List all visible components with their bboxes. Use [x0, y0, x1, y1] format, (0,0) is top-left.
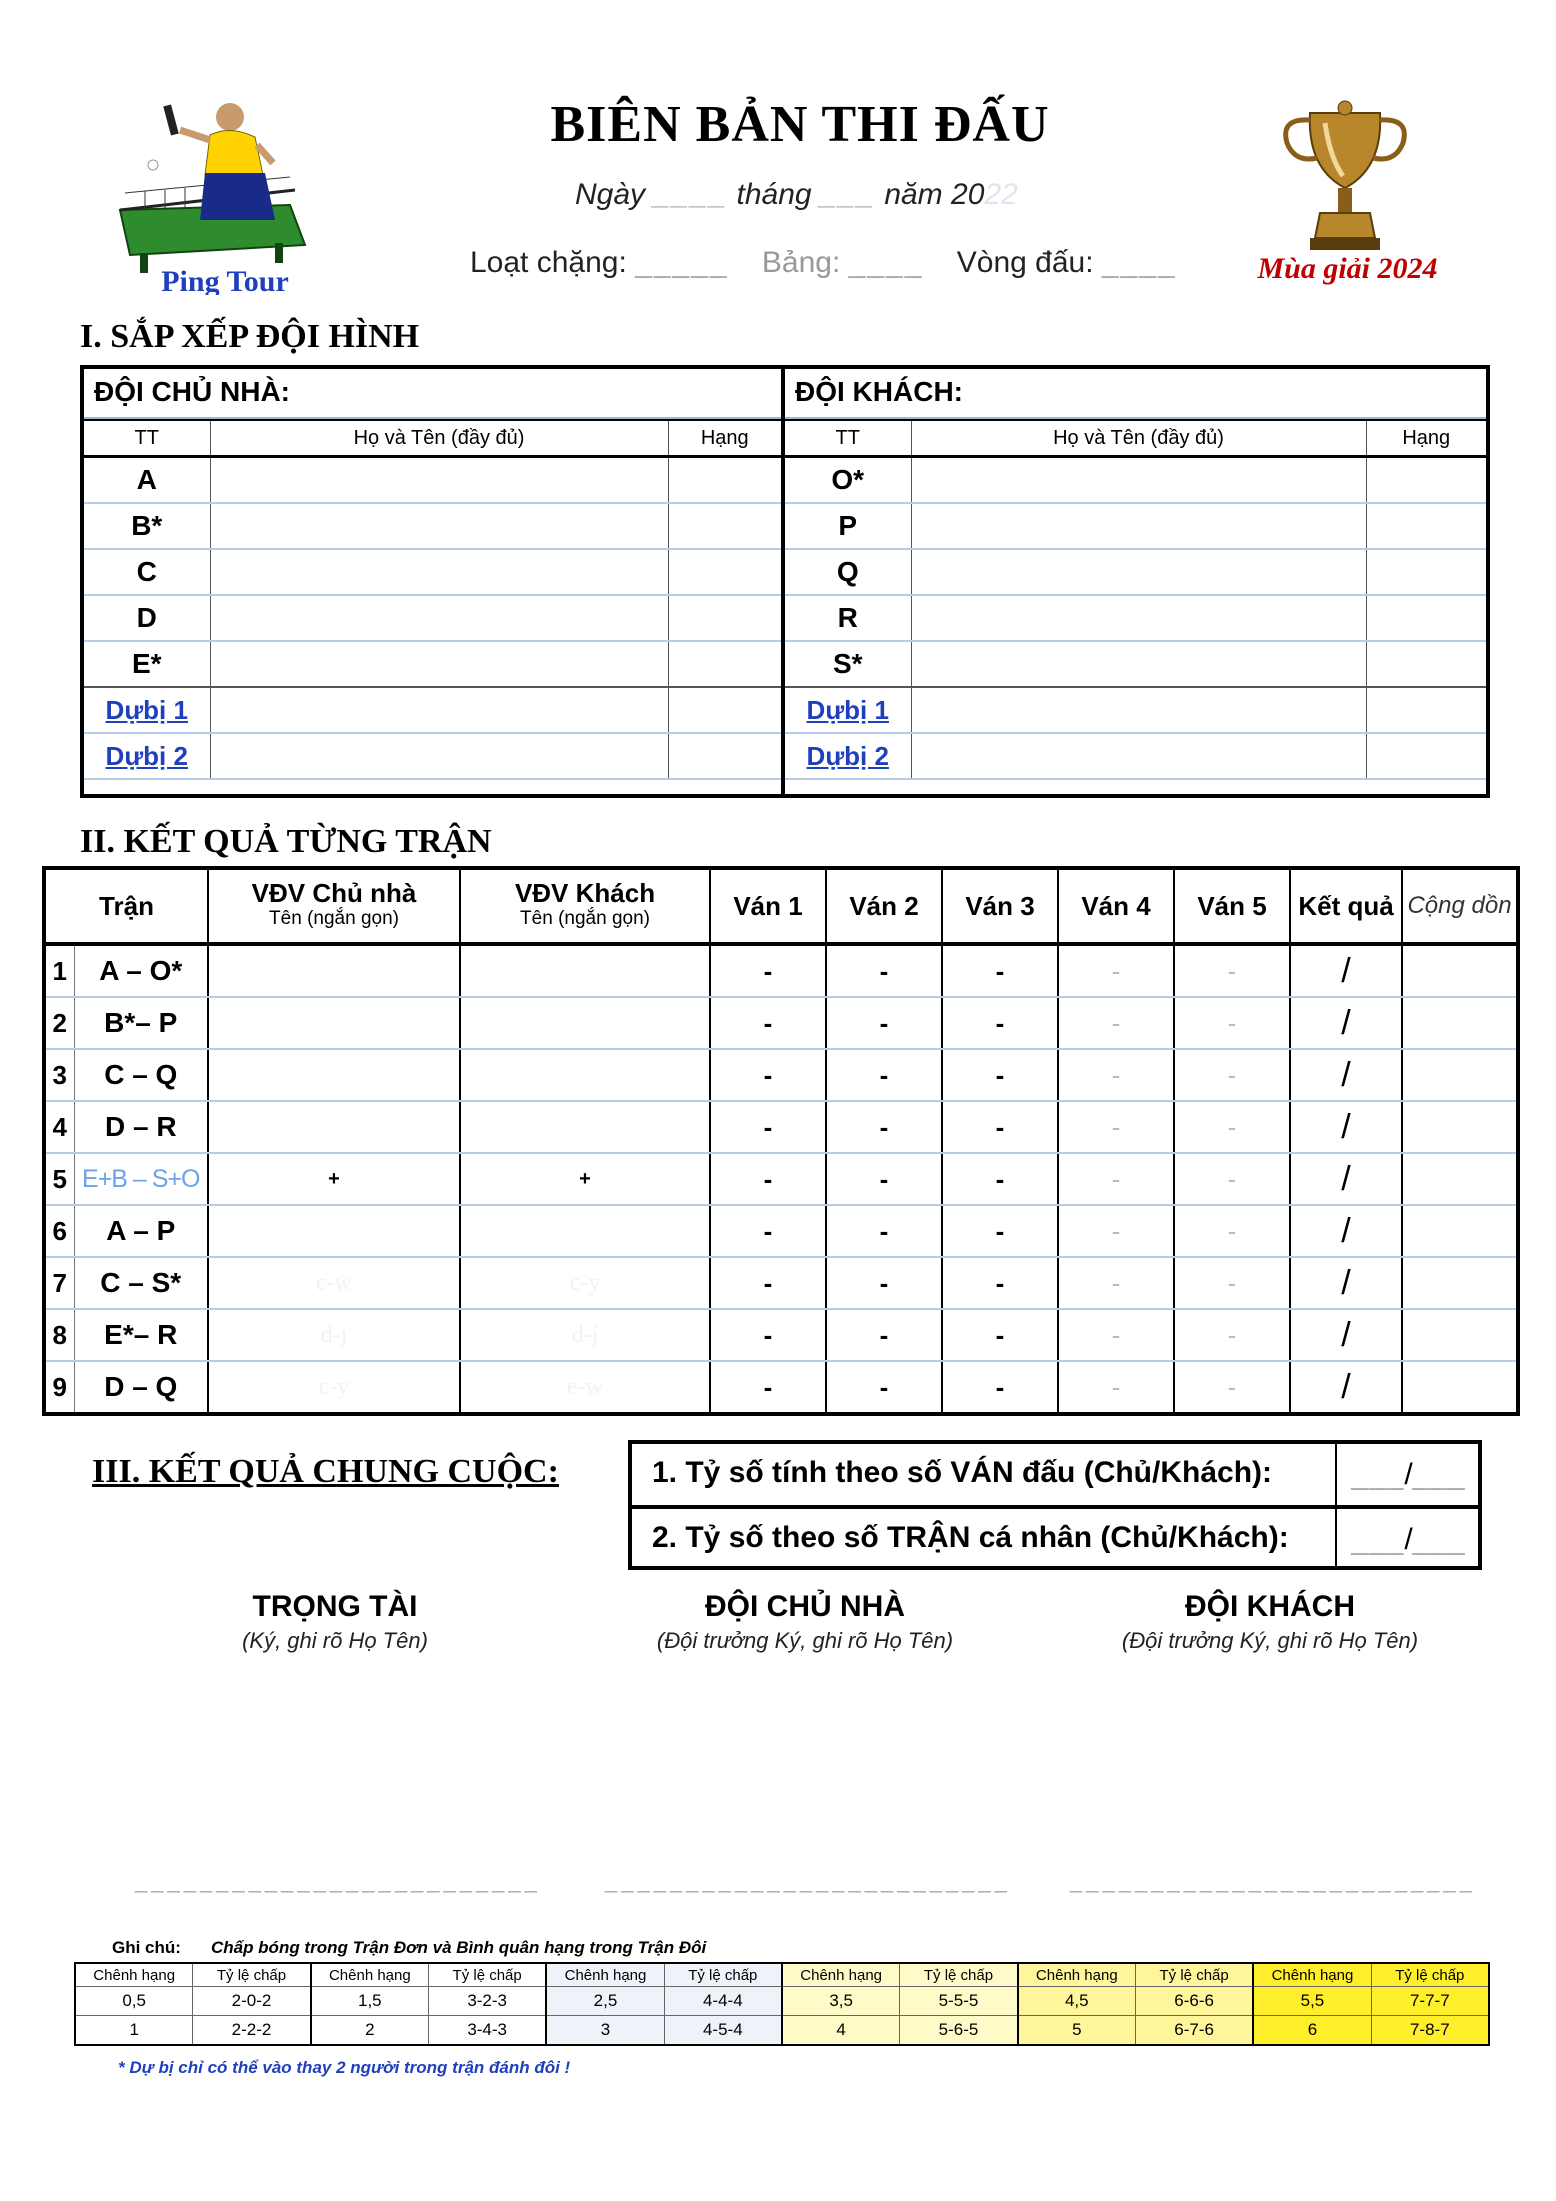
- game-score-4[interactable]: -: [1058, 1257, 1174, 1309]
- game-score-4[interactable]: -: [1058, 1153, 1174, 1205]
- home-sub-name-cell[interactable]: [210, 733, 668, 779]
- handicap-cell: 7-7-7: [1371, 1987, 1489, 2016]
- match-pairing: D – R: [74, 1101, 208, 1153]
- cumulative-score[interactable]: [1402, 1309, 1516, 1361]
- away-sub-rank-cell[interactable]: [1366, 733, 1486, 779]
- game-score-1[interactable]: -: [710, 1309, 826, 1361]
- game-score-3[interactable]: -: [942, 1153, 1058, 1205]
- game-score-3[interactable]: -: [942, 1101, 1058, 1153]
- col-away-player: VĐV Khách Tên (ngắn gọn): [460, 870, 710, 944]
- match-result[interactable]: /: [1290, 1049, 1402, 1101]
- match-row: [46, 1153, 1516, 1205]
- game-score-4[interactable]: -: [1058, 944, 1174, 997]
- col-tran: Trận: [46, 870, 208, 944]
- handicap-header: Tỷ lệ chấp: [193, 1963, 311, 1987]
- match-number: 2: [46, 997, 74, 1049]
- col-name: Họ và Tên (đầy đủ): [210, 420, 668, 457]
- home-player-short-name[interactable]: [208, 944, 460, 997]
- home-player-tt: B*: [84, 503, 210, 549]
- match-row: [46, 1205, 1516, 1257]
- handicap-cell: 5-6-5: [900, 2016, 1018, 2046]
- col-name: Họ và Tên (đầy đủ): [911, 420, 1366, 457]
- handicap-cell: 0,5: [75, 1987, 193, 2016]
- away-sub-name-cell[interactable]: [911, 687, 1366, 733]
- signature-home: ĐỘI CHỦ NHÀ (Đội trưởng Ký, ghi rõ Họ Tên): [656, 1590, 954, 1653]
- trophy-icon: [1275, 98, 1415, 253]
- away-player-short-name[interactable]: +: [460, 1153, 710, 1205]
- match-pairing: C – Q: [74, 1049, 208, 1101]
- away-player-short-name[interactable]: c-y: [460, 1257, 710, 1309]
- handicap-cell: 5,5: [1253, 1987, 1371, 2016]
- game-score-2[interactable]: -: [826, 1101, 942, 1153]
- page-title: BIÊN BẢN THI ĐẤU: [550, 96, 1050, 153]
- game-score-1[interactable]: -: [710, 1361, 826, 1412]
- home-player-short-name[interactable]: d-j: [208, 1309, 460, 1361]
- away-player-name-cell[interactable]: [911, 641, 1366, 687]
- away-player-tt: S*: [785, 641, 911, 687]
- away-player-rank-cell[interactable]: [1366, 457, 1486, 504]
- home-player-short-name[interactable]: [208, 1101, 460, 1153]
- section-2-title: II. KẾT QUẢ TỪNG TRẬN: [80, 823, 492, 860]
- ping-tour-logo: [105, 95, 345, 295]
- handicap-header: Tỷ lệ chấp: [900, 1963, 1018, 1987]
- final-score-box: [628, 1440, 1482, 1570]
- game-score-2[interactable]: -: [826, 944, 942, 997]
- game-score-2[interactable]: -: [826, 1309, 942, 1361]
- game-score-3[interactable]: -: [942, 944, 1058, 997]
- handicap-cell: 6-6-6: [1135, 1987, 1253, 2016]
- game-score-5[interactable]: -: [1174, 944, 1290, 997]
- handicap-cell: 3-4-3: [429, 2016, 547, 2046]
- match-number: 4: [46, 1101, 74, 1153]
- game-score-4[interactable]: -: [1058, 1361, 1174, 1412]
- col-van-2: Ván 2: [826, 870, 942, 944]
- game-score-3[interactable]: -: [942, 997, 1058, 1049]
- away-player-name-cell[interactable]: [911, 595, 1366, 641]
- home-player-rank-cell[interactable]: [668, 595, 781, 641]
- away-sub-tt: Dựbị 1: [785, 687, 911, 733]
- col-rank: Hạng: [668, 420, 781, 457]
- final-row-matches: [632, 1509, 1478, 1570]
- home-player-name-cell[interactable]: [210, 549, 668, 595]
- col-tt: TT: [84, 420, 210, 457]
- home-player-tt: D: [84, 595, 210, 641]
- away-player-tt: O*: [785, 457, 911, 504]
- col-van-4: Ván 4: [1058, 870, 1174, 944]
- lineup-divider: [781, 365, 785, 798]
- game-score-5[interactable]: -: [1174, 1205, 1290, 1257]
- match-result[interactable]: /: [1290, 1309, 1402, 1361]
- handicap-cell: 2,5: [546, 1987, 664, 2016]
- cumulative-score[interactable]: [1402, 1257, 1516, 1309]
- away-player-short-name[interactable]: [460, 997, 710, 1049]
- handicap-header: Tỷ lệ chấp: [664, 1963, 782, 1987]
- away-player-rank-cell[interactable]: [1366, 503, 1486, 549]
- col-home-player: VĐV Chủ nhà Tên (ngắn gọn): [208, 870, 460, 944]
- match-row: [46, 944, 1516, 997]
- handicap-header: Tỷ lệ chấp: [429, 1963, 547, 1987]
- home-player-short-name[interactable]: c-w: [208, 1257, 460, 1309]
- signature-away: ĐỘI KHÁCH (Đội trưởng Ký, ghi rõ Họ Tên): [1121, 1590, 1419, 1653]
- home-player-name-cell[interactable]: [210, 503, 668, 549]
- home-sub-tt: Dựbị 2: [84, 733, 210, 779]
- game-score-2[interactable]: -: [826, 997, 942, 1049]
- match-number: 9: [46, 1361, 74, 1412]
- cumulative-score[interactable]: [1402, 1361, 1516, 1412]
- away-player-name-cell[interactable]: [911, 503, 1366, 549]
- away-player-rank-cell[interactable]: [1366, 549, 1486, 595]
- away-player-tt: R: [785, 595, 911, 641]
- handicap-note: Ghi chú: Chấp bóng trong Trận Đơn và Bình quân hạng trong Trận Đôi: [112, 1938, 707, 1957]
- game-score-2[interactable]: -: [826, 1361, 942, 1412]
- away-player-tt: P: [785, 503, 911, 549]
- match-row: [46, 1257, 1516, 1309]
- lineup-table: [80, 365, 1490, 798]
- handicap-table: [74, 1962, 1490, 2046]
- match-result[interactable]: /: [1290, 1361, 1402, 1412]
- cumulative-score[interactable]: [1402, 1153, 1516, 1205]
- col-tt: TT: [785, 420, 911, 457]
- footnote: * Dự bị chỉ có thể vào thay 2 người trong trận đánh đôi !: [118, 2058, 571, 2077]
- game-score-1[interactable]: -: [710, 1205, 826, 1257]
- home-sub-rank-cell[interactable]: [668, 733, 781, 779]
- handicap-header: Tỷ lệ chấp: [1135, 1963, 1253, 1987]
- away-team-half: [785, 369, 1486, 780]
- home-player-name-cell[interactable]: [210, 595, 668, 641]
- away-player-rank-cell[interactable]: [1366, 641, 1486, 687]
- game-score-5[interactable]: -: [1174, 1153, 1290, 1205]
- away-player-name-cell[interactable]: [911, 549, 1366, 595]
- final-games-label: 1. Tỷ số tính theo số VÁN đấu (Chủ/Khách):: [652, 1456, 1273, 1489]
- handicap-cell: 2-0-2: [193, 1987, 311, 2016]
- away-player-short-name[interactable]: e-w: [460, 1361, 710, 1412]
- season-label: Mùa giải 2024: [1257, 252, 1438, 285]
- match-pairing: E+B – S+O: [74, 1153, 208, 1205]
- handicap-cell: 3,5: [782, 1987, 900, 2016]
- handicap-header: Chênh hạng: [1018, 1963, 1136, 1987]
- final-games-value[interactable]: ___/___: [1335, 1444, 1480, 1505]
- home-player-rank-cell[interactable]: [668, 549, 781, 595]
- game-score-5[interactable]: -: [1174, 1361, 1290, 1412]
- game-score-3[interactable]: -: [942, 1257, 1058, 1309]
- date-line: Ngày ____ tháng ___ năm 2022: [575, 178, 1018, 211]
- handicap-cell: 2: [311, 2016, 429, 2046]
- home-player-short-name[interactable]: [208, 1049, 460, 1101]
- away-player-short-name[interactable]: [460, 1205, 710, 1257]
- handicap-header: Chênh hạng: [1253, 1963, 1371, 1987]
- game-score-2[interactable]: -: [826, 1257, 942, 1309]
- game-score-4[interactable]: -: [1058, 997, 1174, 1049]
- home-player-tt: C: [84, 549, 210, 595]
- game-score-4[interactable]: -: [1058, 1049, 1174, 1101]
- handicap-cell: 1: [75, 2016, 193, 2046]
- cumulative-score[interactable]: [1402, 1205, 1516, 1257]
- away-player-tt: Q: [785, 549, 911, 595]
- home-player-rank-cell[interactable]: [668, 641, 781, 687]
- sign-line-away[interactable]: _________________________: [1070, 1868, 1476, 1893]
- game-score-2[interactable]: -: [826, 1049, 942, 1101]
- home-player-rank-cell[interactable]: [668, 503, 781, 549]
- away-sub-tt: Dựbị 2: [785, 733, 911, 779]
- col-van-5: Ván 5: [1174, 870, 1290, 944]
- home-player-name-cell[interactable]: [210, 641, 668, 687]
- handicap-header: Chênh hạng: [75, 1963, 193, 1987]
- home-player-name-cell[interactable]: [210, 457, 668, 504]
- game-score-5[interactable]: -: [1174, 1257, 1290, 1309]
- game-score-3[interactable]: -: [942, 1049, 1058, 1101]
- cumulative-score[interactable]: [1402, 1101, 1516, 1153]
- match-number: 7: [46, 1257, 74, 1309]
- handicap-cell: 1,5: [311, 1987, 429, 2016]
- home-player-tt: A: [84, 457, 210, 504]
- away-player-short-name[interactable]: [460, 1101, 710, 1153]
- away-player-name-cell[interactable]: [911, 457, 1366, 504]
- logo-text: Ping Tour: [161, 265, 289, 295]
- game-score-5[interactable]: -: [1174, 1049, 1290, 1101]
- handicap-cell: 5: [1018, 2016, 1136, 2046]
- section-1-title: I. SẮP XẾP ĐỘI HÌNH: [80, 318, 420, 355]
- home-player-short-name[interactable]: [208, 997, 460, 1049]
- away-team-label: ĐỘI KHÁCH:: [785, 369, 1486, 419]
- cumulative-score[interactable]: [1402, 944, 1516, 997]
- handicap-cell: 4-5-4: [664, 2016, 782, 2046]
- match-pairing: A – O*: [74, 944, 208, 997]
- match-result[interactable]: /: [1290, 1153, 1402, 1205]
- match-row: [46, 1309, 1516, 1361]
- cumulative-score[interactable]: [1402, 1049, 1516, 1101]
- match-pairing: E*– R: [74, 1309, 208, 1361]
- game-score-1[interactable]: -: [710, 997, 826, 1049]
- match-number: 8: [46, 1309, 74, 1361]
- home-player-rank-cell[interactable]: [668, 457, 781, 504]
- match-row: [46, 997, 1516, 1049]
- home-player-short-name[interactable]: +: [208, 1153, 460, 1205]
- sign-line-referee[interactable]: _________________________: [135, 1868, 541, 1893]
- match-number: 3: [46, 1049, 74, 1101]
- home-sub-rank-cell[interactable]: [668, 687, 781, 733]
- handicap-cell: 6-7-6: [1135, 2016, 1253, 2046]
- match-number: 1: [46, 944, 74, 997]
- col-cong-don: Cộng dồn: [1402, 870, 1516, 944]
- handicap-cell: 4-4-4: [664, 1987, 782, 2016]
- game-score-1[interactable]: -: [710, 944, 826, 997]
- handicap-header: Tỷ lệ chấp: [1371, 1963, 1489, 1987]
- match-result[interactable]: /: [1290, 997, 1402, 1049]
- handicap-cell: 4,5: [1018, 1987, 1136, 2016]
- game-score-3[interactable]: -: [942, 1361, 1058, 1412]
- handicap-cell: 2-2-2: [193, 2016, 311, 2046]
- sign-line-home[interactable]: _________________________: [605, 1868, 1011, 1893]
- match-pairing: B*– P: [74, 997, 208, 1049]
- home-player-tt: E*: [84, 641, 210, 687]
- match-result[interactable]: /: [1290, 1257, 1402, 1309]
- match-row: [46, 1101, 1516, 1153]
- home-player-short-name[interactable]: c-y: [208, 1361, 460, 1412]
- match-results-table: [42, 866, 1520, 1416]
- away-player-short-name[interactable]: d-j: [460, 1309, 710, 1361]
- col-rank: Hạng: [1366, 420, 1486, 457]
- game-score-5[interactable]: -: [1174, 1101, 1290, 1153]
- col-ket-qua: Kết quả: [1290, 870, 1402, 944]
- final-row-games: [632, 1444, 1478, 1509]
- game-score-4[interactable]: -: [1058, 1205, 1174, 1257]
- match-row: [46, 1361, 1516, 1412]
- col-van-3: Ván 3: [942, 870, 1058, 944]
- game-score-1[interactable]: -: [710, 1101, 826, 1153]
- final-matches-label: 2. Tỷ số theo số TRẬN cá nhân (Chủ/Khách):: [652, 1521, 1289, 1554]
- match-result[interactable]: /: [1290, 944, 1402, 997]
- match-result[interactable]: /: [1290, 1205, 1402, 1257]
- away-player-short-name[interactable]: [460, 944, 710, 997]
- handicap-cell: 3: [546, 2016, 664, 2046]
- home-team-half: [84, 369, 781, 780]
- handicap-cell: 5-5-5: [900, 1987, 1018, 2016]
- away-sub-rank-cell[interactable]: [1366, 687, 1486, 733]
- handicap-cell: 4: [782, 2016, 900, 2046]
- match-number: 6: [46, 1205, 74, 1257]
- col-van-1: Ván 1: [710, 870, 826, 944]
- game-score-5[interactable]: -: [1174, 1309, 1290, 1361]
- game-score-5[interactable]: -: [1174, 997, 1290, 1049]
- game-score-3[interactable]: -: [942, 1205, 1058, 1257]
- match-pairing: C – S*: [74, 1257, 208, 1309]
- handicap-header: Chênh hạng: [546, 1963, 664, 1987]
- match-pairing: D – Q: [74, 1361, 208, 1412]
- away-player-rank-cell[interactable]: [1366, 595, 1486, 641]
- section-3-title: III. KẾT QUẢ CHUNG CUỘC:: [92, 1453, 559, 1490]
- handicap-cell: 7-8-7: [1371, 2016, 1489, 2046]
- game-score-3[interactable]: -: [942, 1309, 1058, 1361]
- game-score-4[interactable]: -: [1058, 1309, 1174, 1361]
- game-score-2[interactable]: -: [826, 1205, 942, 1257]
- match-pairing: A – P: [74, 1205, 208, 1257]
- game-score-1[interactable]: -: [710, 1049, 826, 1101]
- home-sub-name-cell[interactable]: [210, 687, 668, 733]
- game-score-1[interactable]: -: [710, 1257, 826, 1309]
- home-sub-tt: Dựbị 1: [84, 687, 210, 733]
- game-score-1[interactable]: -: [710, 1153, 826, 1205]
- handicap-header: Chênh hạng: [311, 1963, 429, 1987]
- game-score-4[interactable]: -: [1058, 1101, 1174, 1153]
- match-row: [46, 1049, 1516, 1101]
- handicap-cell: 3-2-3: [429, 1987, 547, 2016]
- cumulative-score[interactable]: [1402, 997, 1516, 1049]
- home-player-short-name[interactable]: [208, 1205, 460, 1257]
- game-score-2[interactable]: -: [826, 1153, 942, 1205]
- final-matches-value[interactable]: ___/___: [1335, 1509, 1480, 1570]
- home-team-label: ĐỘI CHỦ NHÀ:: [84, 369, 781, 419]
- signature-referee: TRỌNG TÀI (Ký, ghi rõ Họ Tên): [242, 1590, 428, 1653]
- handicap-cell: 6: [1253, 2016, 1371, 2046]
- info-line: Loạt chặng: _____ Bảng: ____ Vòng đấu: ____: [470, 246, 1177, 279]
- match-result[interactable]: /: [1290, 1101, 1402, 1153]
- away-player-short-name[interactable]: [460, 1049, 710, 1101]
- match-number: 5: [46, 1153, 74, 1205]
- handicap-header: Chênh hạng: [782, 1963, 900, 1987]
- away-sub-name-cell[interactable]: [911, 733, 1366, 779]
